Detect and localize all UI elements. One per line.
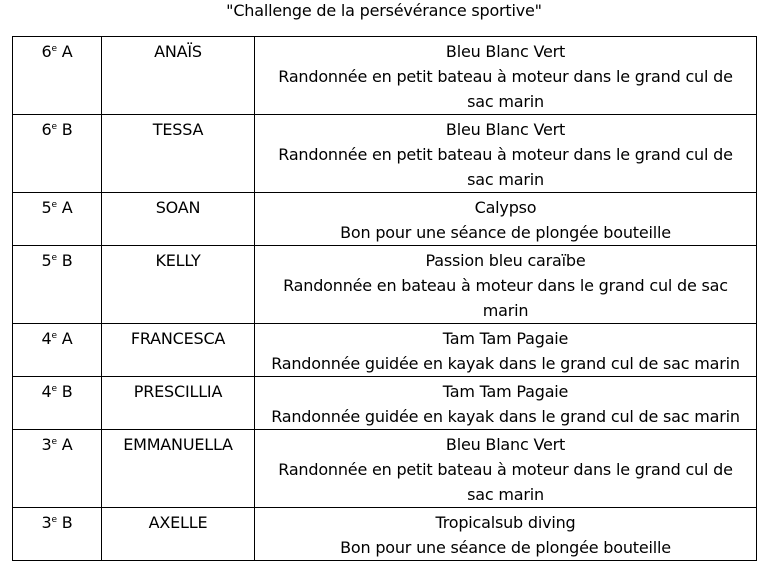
class-group: A xyxy=(61,329,73,348)
class-group: B xyxy=(61,251,73,270)
class-cell xyxy=(13,193,102,246)
student-name-cell xyxy=(102,324,255,377)
activity-text: sac marin xyxy=(467,485,544,504)
student-name: SOAN xyxy=(155,198,201,217)
table-row xyxy=(13,246,757,324)
activity-text: Randonnée en bateau à moteur dans le grand cul de sac xyxy=(283,276,728,295)
prize-cell xyxy=(255,246,757,324)
table-row xyxy=(13,324,757,377)
class-cell xyxy=(13,508,102,561)
student-name: ANAÏS xyxy=(154,42,202,61)
class-cell xyxy=(13,324,102,377)
student-name-cell xyxy=(102,115,255,193)
activity-text: Randonnée en petit bateau à moteur dans le grand cul de xyxy=(278,67,733,86)
student-name-cell xyxy=(102,193,255,246)
prize-cell xyxy=(255,324,757,377)
table-row xyxy=(13,508,757,561)
class-group: B xyxy=(61,513,73,532)
class-cell xyxy=(13,430,102,508)
student-name: KELLY xyxy=(155,251,201,270)
class-level: 5 xyxy=(41,198,52,217)
student-name-cell xyxy=(102,37,255,115)
class-level: 4 xyxy=(41,382,52,401)
student-name: AXELLE xyxy=(148,513,208,532)
table-row xyxy=(13,115,757,193)
class-level: 3 xyxy=(41,435,52,454)
club-name: Tropicalsub diving xyxy=(435,513,576,532)
student-name-cell xyxy=(102,508,255,561)
club-name: Bleu Blanc Vert xyxy=(445,42,566,61)
class-level-suffix: e xyxy=(51,200,57,210)
prize-cell xyxy=(255,193,757,246)
club-name: Bleu Blanc Vert xyxy=(445,435,566,454)
student-name-cell xyxy=(102,430,255,508)
results-table xyxy=(12,36,757,561)
class-level: 6 xyxy=(41,42,52,61)
table-row xyxy=(13,377,757,430)
table-row xyxy=(13,37,757,115)
activity-text: sac marin xyxy=(467,170,544,189)
club-name: Tam Tam Pagaie xyxy=(442,329,569,348)
results-table-body xyxy=(13,37,757,561)
student-name-cell xyxy=(102,377,255,430)
prize-cell xyxy=(255,430,757,508)
prize-cell xyxy=(255,508,757,561)
class-level: 6 xyxy=(41,120,52,139)
activity-text: Randonnée guidée en kayak dans le grand cul de sac marin xyxy=(271,354,740,373)
class-level-suffix: e xyxy=(51,122,57,132)
student-name: TESSA xyxy=(152,120,204,139)
class-group: B xyxy=(61,120,73,139)
class-level-suffix: e xyxy=(51,44,57,54)
class-group: A xyxy=(61,198,73,217)
activity-text: Randonnée en petit bateau à moteur dans le grand cul de xyxy=(278,145,733,164)
club-name: Bleu Blanc Vert xyxy=(445,120,566,139)
prize-cell xyxy=(255,115,757,193)
table-row xyxy=(13,430,757,508)
prize-cell xyxy=(255,377,757,430)
class-level: 3 xyxy=(41,513,52,532)
class-group: B xyxy=(61,382,73,401)
class-group: A xyxy=(61,435,73,454)
club-name: Tam Tam Pagaie xyxy=(442,382,569,401)
activity-text: Randonnée en petit bateau à moteur dans le grand cul de xyxy=(278,460,733,479)
activity-text: Bon pour une séance de plongée bouteille xyxy=(340,538,671,557)
class-level-suffix: e xyxy=(51,253,57,263)
activity-text: Randonnée guidée en kayak dans le grand cul de sac marin xyxy=(271,407,740,426)
document-title: "Challenge de la persévérance sportive" xyxy=(226,1,542,20)
class-level: 5 xyxy=(41,251,52,270)
activity-text: sac marin xyxy=(467,92,544,111)
table-row xyxy=(13,193,757,246)
student-name: EMMANUELLA xyxy=(123,435,233,454)
student-name-cell xyxy=(102,246,255,324)
class-level-suffix: e xyxy=(51,331,57,341)
activity-text: marin xyxy=(482,301,529,320)
class-cell xyxy=(13,377,102,430)
class-cell xyxy=(13,37,102,115)
class-level: 4 xyxy=(41,329,52,348)
prize-cell xyxy=(255,37,757,115)
class-cell xyxy=(13,246,102,324)
student-name: PRESCILLIA xyxy=(133,382,223,401)
student-name: FRANCESCA xyxy=(130,329,226,348)
class-level-suffix: e xyxy=(51,437,57,447)
class-cell xyxy=(13,115,102,193)
club-name: Calypso xyxy=(474,198,537,217)
activity-text: Bon pour une séance de plongée bouteille xyxy=(340,223,671,242)
class-level-suffix: e xyxy=(51,384,57,394)
class-group: A xyxy=(61,42,73,61)
club-name: Passion bleu caraïbe xyxy=(425,251,586,270)
class-level-suffix: e xyxy=(51,515,57,525)
